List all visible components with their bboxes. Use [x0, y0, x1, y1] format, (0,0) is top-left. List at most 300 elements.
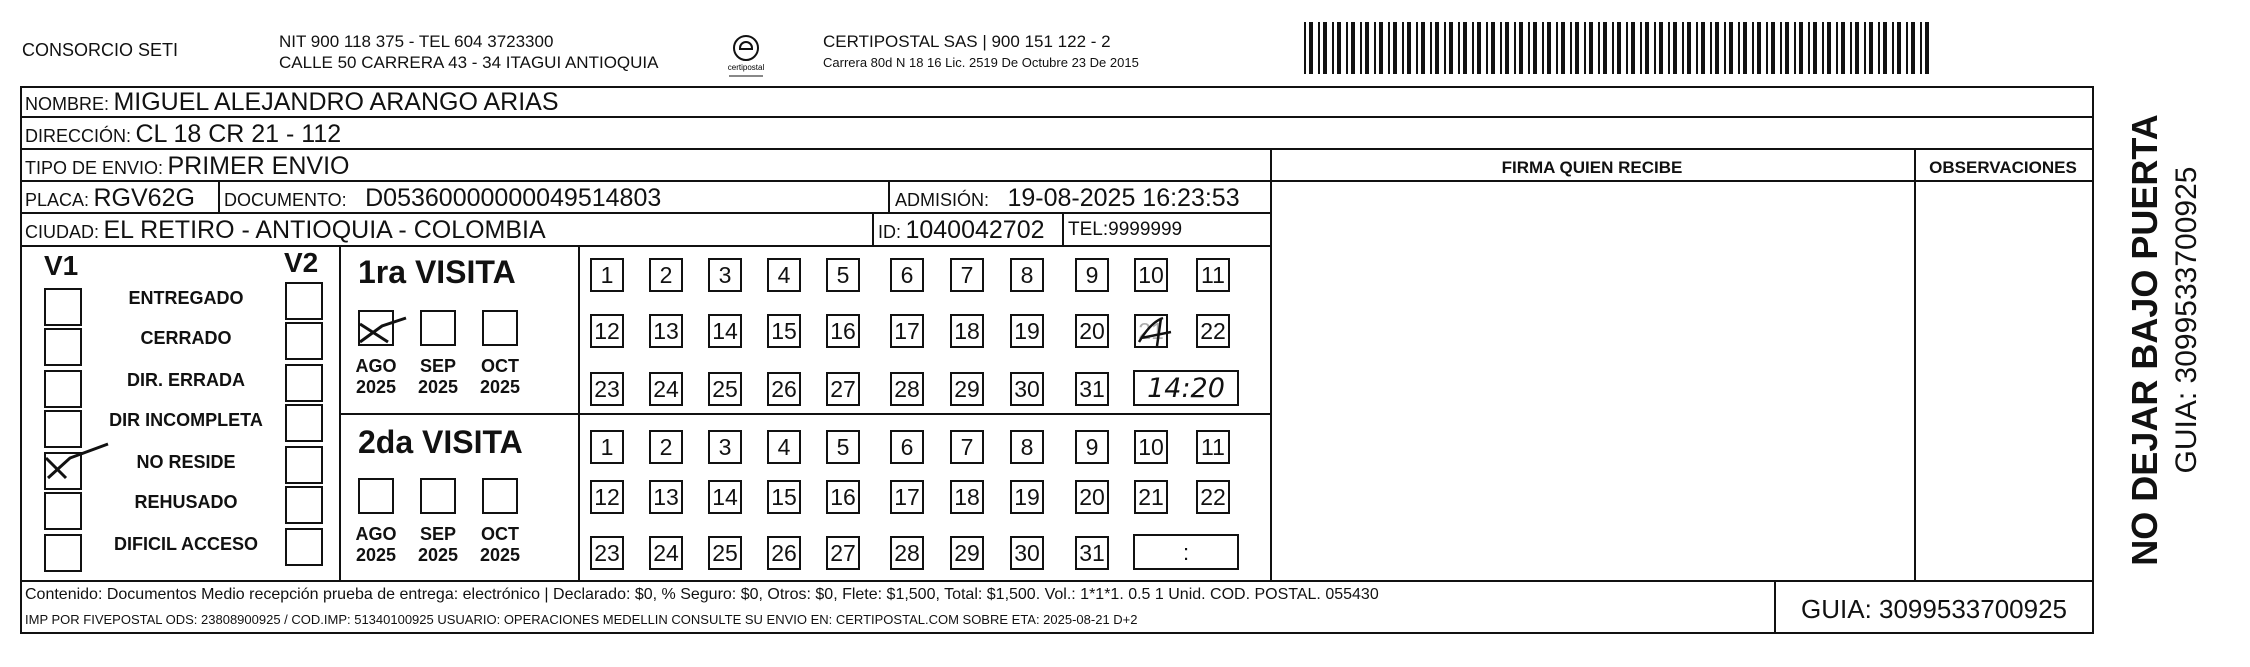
- second-visit-day-box[interactable]: [1010, 536, 1044, 570]
- day-number: 14: [712, 317, 738, 344]
- day-number: 27: [830, 539, 856, 566]
- tel-value: 9999999: [1108, 219, 1183, 240]
- barcode-bar: [1533, 22, 1537, 74]
- day-number: 12: [594, 483, 620, 510]
- barcode: [1304, 22, 1940, 74]
- second-visit-month-label: [350, 524, 402, 566]
- day-number: 26: [771, 375, 797, 402]
- ago-check-mark: [352, 310, 424, 356]
- first-visit-day-box[interactable]: [649, 314, 683, 348]
- second-visit-day-box[interactable]: [590, 430, 624, 464]
- barcode-bar: [1463, 22, 1467, 74]
- barcode-bar: [1575, 22, 1579, 74]
- day-number: 9: [1085, 261, 1099, 288]
- day-number: 5: [836, 261, 850, 288]
- first-visit-day-box[interactable]: [649, 372, 683, 406]
- barcode-bar: [1710, 22, 1712, 74]
- day-number: 8: [1020, 433, 1034, 460]
- second-visit-day-box[interactable]: [767, 480, 801, 514]
- first-visit-day-box[interactable]: [1010, 258, 1044, 292]
- day-number: 3: [718, 261, 732, 288]
- day-number: 7: [960, 433, 974, 460]
- first-visit-day-box[interactable]: [767, 372, 801, 406]
- barcode-bar: [1785, 22, 1789, 74]
- first-visit-day-box[interactable]: [1196, 258, 1230, 292]
- first-visit-title: 1ra VISITA: [358, 254, 516, 290]
- ciudad-label: CIUDAD:: [25, 222, 100, 242]
- day-number: 8: [1020, 261, 1034, 288]
- barcode-bar: [1640, 22, 1642, 74]
- admision-label: ADMISIÓN:: [895, 190, 990, 210]
- second-visit-day-box[interactable]: [708, 480, 742, 514]
- barcode-bar: [1682, 22, 1684, 74]
- second-visit-day-box[interactable]: [826, 430, 860, 464]
- second-visit-day-box[interactable]: [649, 536, 683, 570]
- v2-checkbox[interactable]: [285, 282, 323, 320]
- barcode-bar: [1654, 22, 1656, 74]
- day-number: 28: [894, 375, 920, 402]
- day-number: 19: [1014, 317, 1040, 344]
- first-visit-day-box[interactable]: [1196, 314, 1230, 348]
- day-number: 31: [1079, 375, 1105, 402]
- barcode-bar: [1869, 22, 1873, 74]
- tel-label: TEL:: [1068, 219, 1109, 240]
- second-visit-day-box[interactable]: [1134, 480, 1168, 514]
- documento-cell: [224, 184, 661, 213]
- barcode-bar: [1850, 22, 1852, 74]
- v2-checkbox[interactable]: [285, 364, 323, 402]
- first-visit-day-box[interactable]: [590, 258, 624, 292]
- barcode-bar: [1402, 22, 1404, 74]
- first-visit-day-box[interactable]: [950, 258, 984, 292]
- observaciones-header: OBSERVACIONES: [1929, 158, 2077, 177]
- day-number: 16: [830, 317, 856, 344]
- footer-guia: GUIA: 3099533700925: [1801, 594, 2067, 624]
- barcode-bar: [1799, 22, 1803, 74]
- barcode-bar: [1374, 22, 1376, 74]
- day-number: 30: [1014, 375, 1040, 402]
- tel-cell: [1068, 219, 1182, 241]
- barcode-bar: [1645, 22, 1649, 74]
- barcode-bar: [1864, 22, 1866, 74]
- second-visit-day-box[interactable]: [890, 480, 924, 514]
- first-visit-day-box[interactable]: [1075, 258, 1109, 292]
- barcode-bar: [1561, 22, 1565, 74]
- barcode-bar: [1491, 22, 1495, 74]
- second-visit-day-box[interactable]: [1196, 430, 1230, 464]
- second-visit-day-box[interactable]: [590, 536, 624, 570]
- first-visit-day-box[interactable]: [826, 314, 860, 348]
- day-number: 6: [900, 433, 914, 460]
- day-number: 5: [836, 433, 850, 460]
- second-visit-day-box[interactable]: [1010, 430, 1044, 464]
- first-visit-day-box[interactable]: [767, 314, 801, 348]
- day-number: 18: [954, 483, 980, 510]
- month-name: SEP: [419, 524, 457, 544]
- barcode-bar: [1724, 22, 1726, 74]
- barcode-bar: [1701, 22, 1705, 74]
- first-visit-day-box[interactable]: [767, 258, 801, 292]
- company-name: CONSORCIO SETI: [22, 40, 179, 60]
- month-name: OCT: [481, 524, 519, 544]
- day-number: 21: [1138, 317, 1164, 344]
- second-visit-day-box[interactable]: [950, 480, 984, 514]
- guia-vertical: GUIA: 3099533700925: [2170, 166, 2203, 474]
- barcode-bar: [1556, 22, 1558, 74]
- month-year: 2025: [417, 377, 459, 397]
- barcode-bar: [1309, 22, 1313, 74]
- month-name: AGO: [355, 356, 397, 376]
- first-visit-month-label: [412, 356, 464, 398]
- barcode-bar: [1612, 22, 1614, 74]
- certipostal-logo: [725, 34, 767, 82]
- v2-checkbox[interactable]: [285, 404, 323, 442]
- day-number: 6: [900, 261, 914, 288]
- barcode-bar: [1444, 22, 1446, 74]
- first-visit-day-box[interactable]: [649, 258, 683, 292]
- day-number: 15: [771, 483, 797, 510]
- barcode-bar: [1906, 22, 1908, 74]
- day-number: 28: [894, 539, 920, 566]
- imp-text: IMP POR FIVEPOSTAL ODS: 23808900925 / COD.IMP: 51340100925 USUARIO: OPERACIONES MEDELLIN CONSULTE SU ENVIO EN: CERTIPOSTAL.COM SOBRE ETA: 2025-08-21 D+2: [25, 612, 1138, 627]
- month-year: 2025: [355, 377, 397, 397]
- barcode-bar: [1337, 22, 1341, 74]
- day-number: 9: [1085, 433, 1099, 460]
- second-visit-time-box[interactable]: [1133, 534, 1239, 570]
- day-number: 7: [960, 261, 974, 288]
- first-visit-day-box[interactable]: [708, 314, 742, 348]
- second-visit-day-box[interactable]: [950, 430, 984, 464]
- admision-cell: [895, 184, 1240, 213]
- day-number: 24: [653, 539, 679, 566]
- second-visit-day-box[interactable]: [1010, 480, 1044, 514]
- day-number: 11: [1201, 433, 1225, 460]
- month-name: OCT: [481, 356, 519, 376]
- second-visit-day-box[interactable]: [1075, 536, 1109, 570]
- v1-checkbox[interactable]: [44, 288, 82, 326]
- first-visit-day-box[interactable]: [950, 372, 984, 406]
- barcode-bar: [1883, 22, 1887, 74]
- barcode-bar: [1542, 22, 1544, 74]
- observations-area[interactable]: [1918, 184, 2090, 576]
- barcode-bar: [1687, 22, 1691, 74]
- second-visit-day-box[interactable]: [708, 536, 742, 570]
- month-year: 2025: [479, 377, 521, 397]
- v1-checkbox[interactable]: [44, 328, 82, 366]
- barcode-bar: [1472, 22, 1474, 74]
- barcode-bar: [1430, 22, 1432, 74]
- no-dejar-warning: NO DEJAR BAJO PUERTA: [2124, 114, 2165, 566]
- barcode-bar: [1925, 22, 1929, 74]
- first-visit-month-checkbox[interactable]: [420, 310, 456, 346]
- barcode-bar: [1407, 22, 1411, 74]
- first-visit-day-box[interactable]: [590, 314, 624, 348]
- barcode-bar: [1659, 22, 1663, 74]
- day-number: 2: [659, 433, 673, 460]
- second-visit-month-checkbox[interactable]: [482, 478, 518, 514]
- tipo-value: PRIMER ENVIO: [167, 152, 350, 180]
- barcode-bar: [1379, 22, 1383, 74]
- first-visit-day-box[interactable]: [590, 372, 624, 406]
- barcode-bar: [1318, 22, 1320, 74]
- barcode-bar: [1505, 22, 1509, 74]
- day-number: 17: [894, 483, 920, 510]
- first-visit-day-box[interactable]: [708, 372, 742, 406]
- v1-checkbox[interactable]: [44, 492, 82, 530]
- ciudad-value: EL RETIRO - ANTIOQUIA - COLOMBIA: [103, 216, 546, 244]
- first-visit-day-box[interactable]: [1075, 314, 1109, 348]
- v2-checkbox[interactable]: [285, 322, 323, 360]
- second-visit-day-box[interactable]: [890, 536, 924, 570]
- barcode-bar: [1743, 22, 1747, 74]
- first-visit-day-box[interactable]: [890, 314, 924, 348]
- documento-value: D05360000000049514803: [365, 184, 662, 212]
- second-visit-day-box[interactable]: [590, 480, 624, 514]
- second-visit-time: :: [1182, 540, 1190, 565]
- day-number: 22: [1200, 483, 1226, 510]
- barcode-bar: [1715, 22, 1719, 74]
- day-number: 10: [1138, 433, 1164, 460]
- day-number: 12: [594, 317, 620, 344]
- month-year: 2025: [417, 545, 459, 565]
- month-year: 2025: [355, 545, 397, 565]
- v1-checkbox[interactable]: [44, 534, 82, 572]
- second-visit-day-box[interactable]: [1075, 480, 1109, 514]
- first-visit-month-checkbox[interactable]: [482, 310, 518, 346]
- barcode-bar: [1421, 22, 1425, 74]
- first-visit-time-box[interactable]: [1133, 370, 1239, 406]
- first-visit-day-box[interactable]: [1010, 314, 1044, 348]
- day-number: 14: [712, 483, 738, 510]
- first-visit-day-box[interactable]: [1010, 372, 1044, 406]
- second-visit-day-box[interactable]: [890, 430, 924, 464]
- day-number: 1: [600, 433, 614, 460]
- day-number: 25: [712, 375, 738, 402]
- barcode-bar: [1360, 22, 1362, 74]
- second-visit-day-box[interactable]: [1196, 480, 1230, 514]
- day-number: 20: [1079, 483, 1105, 510]
- first-visit-time: 14:20: [1147, 373, 1225, 404]
- barcode-bar: [1673, 22, 1677, 74]
- direccion-label: DIRECCIÓN:: [25, 126, 132, 146]
- day-21-handwritten-mark: [1133, 312, 1177, 352]
- reason-label: DIR. ERRADA: [126, 370, 245, 390]
- barcode-bar: [1696, 22, 1698, 74]
- barcode-bar: [1603, 22, 1607, 74]
- second-visit-day-box[interactable]: [1134, 430, 1168, 464]
- second-visit-month-checkbox[interactable]: [358, 478, 394, 514]
- nit-line: NIT 900 118 375 - TEL 604 3723300: [279, 32, 554, 51]
- license-line: Carrera 80d N 18 16 Lic. 2519 De Octubre 23 De 2015: [823, 55, 1139, 70]
- barcode-bar: [1584, 22, 1586, 74]
- second-visit-day-box[interactable]: [950, 536, 984, 570]
- first-visit-day-box[interactable]: [950, 314, 984, 348]
- second-visit-day-box[interactable]: [826, 480, 860, 514]
- day-number: 31: [1079, 539, 1105, 566]
- reason-label: DIR INCOMPLETA: [109, 410, 263, 430]
- barcode-bar: [1435, 22, 1439, 74]
- nombre-row: [25, 88, 559, 117]
- barcode-bar: [1822, 22, 1824, 74]
- barcode-bar: [1738, 22, 1740, 74]
- day-number: 3: [718, 433, 732, 460]
- v1-label: V1: [44, 250, 79, 281]
- v2-checkbox[interactable]: [285, 446, 323, 484]
- ciudad-cell: [25, 216, 546, 245]
- first-visit-day-box[interactable]: [1134, 258, 1168, 292]
- barcode-bar: [1920, 22, 1922, 74]
- v2-checkbox[interactable]: [285, 486, 323, 524]
- nombre-label: NOMBRE:: [25, 94, 110, 114]
- first-visit-day-box[interactable]: [826, 258, 860, 292]
- day-number: 26: [771, 539, 797, 566]
- barcode-bar: [1771, 22, 1775, 74]
- barcode-bar: [1631, 22, 1635, 74]
- month-name: SEP: [419, 356, 457, 376]
- second-visit-day-box[interactable]: [649, 480, 683, 514]
- second-visit-day-box[interactable]: [826, 536, 860, 570]
- barcode-bar: [1346, 22, 1348, 74]
- barcode-bar: [1897, 22, 1901, 74]
- day-number: 19: [1014, 483, 1040, 510]
- day-number: 13: [653, 317, 679, 344]
- barcode-bar: [1855, 22, 1859, 74]
- day-number: 29: [954, 539, 980, 566]
- barcode-bar: [1528, 22, 1530, 74]
- address-line: CALLE 50 CARRERA 43 - 34 ITAGUI ANTIOQUIA: [279, 53, 659, 72]
- barcode-bar: [1365, 22, 1369, 74]
- v2-checkbox[interactable]: [285, 528, 323, 566]
- day-number: 30: [1014, 539, 1040, 566]
- day-number: 2: [659, 261, 673, 288]
- first-visit-day-box[interactable]: [1075, 372, 1109, 406]
- first-visit-day-box[interactable]: [890, 258, 924, 292]
- direccion-value: CL 18 CR 21 - 112: [135, 120, 342, 148]
- day-number: 25: [712, 539, 738, 566]
- barcode-bar: [1808, 22, 1810, 74]
- day-number: 27: [830, 375, 856, 402]
- month-year: 2025: [479, 545, 521, 565]
- day-number: 23: [594, 375, 620, 402]
- signature-area[interactable]: [1274, 184, 1910, 576]
- day-number: 20: [1079, 317, 1105, 344]
- day-number: 16: [830, 483, 856, 510]
- barcode-bar: [1304, 22, 1306, 74]
- barcode-bar: [1827, 22, 1831, 74]
- second-visit-day-box[interactable]: [649, 430, 683, 464]
- barcode-bar: [1836, 22, 1838, 74]
- barcode-bar: [1477, 22, 1481, 74]
- first-visit-month-label: [474, 356, 526, 398]
- day-number: 1: [600, 261, 614, 288]
- barcode-bar: [1393, 22, 1397, 74]
- placa-label: PLACA:: [25, 190, 90, 210]
- id-value: 1040042702: [905, 216, 1045, 244]
- direccion-row: [25, 120, 341, 149]
- second-visit-title: 2da VISITA: [358, 424, 523, 460]
- barcode-bar: [1813, 22, 1817, 74]
- second-visit-day-box[interactable]: [767, 536, 801, 570]
- barcode-bar: [1766, 22, 1768, 74]
- contenido-text: Contenido: Documentos Medio recepción prueba de entrega: electrónico | Declarado: $0, % Seguro: $0, Otros: $0, Flete: $1,500, Total: $1,500. Vol.: 1*1*1. 0.5 1 Unid. COD. POSTAL. 055430: [25, 586, 1379, 603]
- second-visit-day-box[interactable]: [767, 430, 801, 464]
- barcode-bar: [1892, 22, 1894, 74]
- first-visit-day-box[interactable]: [826, 372, 860, 406]
- no-reside-check-mark: [40, 440, 120, 496]
- barcode-bar: [1547, 22, 1551, 74]
- barcode-bar: [1351, 22, 1355, 74]
- barcode-bar: [1729, 22, 1733, 74]
- day-number: 29: [954, 375, 980, 402]
- barcode-bar: [1519, 22, 1523, 74]
- admision-value: 19-08-2025 16:23:53: [1007, 184, 1240, 212]
- day-number: 24: [653, 375, 679, 402]
- second-visit-month-checkbox[interactable]: [420, 478, 456, 514]
- day-number: 10: [1138, 261, 1164, 288]
- second-visit-day-box[interactable]: [708, 430, 742, 464]
- barcode-bar: [1589, 22, 1593, 74]
- day-number: 4: [777, 433, 791, 460]
- barcode-bar: [1780, 22, 1782, 74]
- month-name: AGO: [355, 524, 397, 544]
- barcode-bar: [1500, 22, 1502, 74]
- second-visit-month-label: [474, 524, 526, 566]
- barcode-bar: [1416, 22, 1418, 74]
- barcode-bar: [1752, 22, 1754, 74]
- barcode-bar: [1617, 22, 1621, 74]
- documento-label: DOCUMENTO:: [224, 190, 347, 210]
- logo-text: certipostal: [727, 63, 765, 72]
- barcode-bar: [1458, 22, 1460, 74]
- barcode-bar: [1794, 22, 1796, 74]
- second-visit-month-label: [412, 524, 464, 566]
- reason-label: ENTREGADO: [128, 288, 244, 308]
- reason-label: NO RESIDE: [136, 452, 236, 472]
- tipo-row: [25, 152, 349, 181]
- first-visit-day-box[interactable]: [708, 258, 742, 292]
- v1-checkbox[interactable]: [44, 370, 82, 408]
- barcode-bar: [1911, 22, 1915, 74]
- day-number: 4: [777, 261, 791, 288]
- barcode-bar: [1332, 22, 1334, 74]
- day-number: 17: [894, 317, 920, 344]
- day-number: 18: [954, 317, 980, 344]
- reason-label: REHUSADO: [134, 492, 238, 512]
- day-number: 15: [771, 317, 797, 344]
- second-visit-day-box[interactable]: [1075, 430, 1109, 464]
- barcode-bar: [1514, 22, 1516, 74]
- tipo-label: TIPO DE ENVIO:: [25, 158, 164, 178]
- barcode-bar: [1841, 22, 1845, 74]
- firma-header: FIRMA QUIEN RECIBE: [1501, 158, 1683, 177]
- first-visit-day-box[interactable]: [890, 372, 924, 406]
- reason-label: DIFICIL ACCESO: [113, 534, 258, 554]
- day-number: 13: [653, 483, 679, 510]
- nombre-value: MIGUEL ALEJANDRO ARANGO ARIAS: [113, 88, 559, 116]
- day-number: 22: [1200, 317, 1226, 344]
- barcode-bar: [1626, 22, 1628, 74]
- first-visit-month-label: [350, 356, 402, 398]
- barcode-bar: [1878, 22, 1880, 74]
- id-label: ID:: [878, 222, 902, 242]
- day-number: 23: [594, 539, 620, 566]
- barcode-bar: [1668, 22, 1670, 74]
- barcode-bar: [1598, 22, 1600, 74]
- barcode-bar: [1486, 22, 1488, 74]
- reason-label: CERRADO: [140, 328, 232, 348]
- day-number: 21: [1138, 483, 1164, 510]
- barcode-bar: [1388, 22, 1390, 74]
